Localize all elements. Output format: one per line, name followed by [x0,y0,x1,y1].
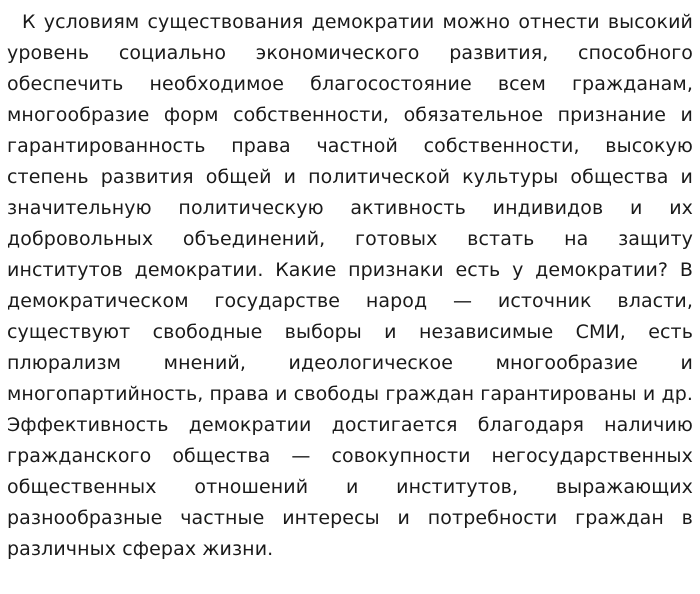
document-page [7,7,693,565]
body-paragraph: К условиям существования демократии можно отнести высокий уровень социально экономического развития, способного обеспечить необходимое благосостояние всем гражданам, многообразие форм собственности, обязательное признание и гарантированность права частной собственности, высокую степень развития общей и политической культуры общества и значительную политическую активность индивидов и их добровольных объединений, готовых встать на защиту институтов демократии. Какие признаки есть у демократии? В демократическом государстве народ — источник власти, существуют свободные выборы и независимые СМИ, есть плюрализм мнений, идеологическое многообразие и многопартийность, права и свободы граждан гарантированы и др. Эффективность демократии достигается благодаря наличию гражданского общества — совокупности негосударственных общественных отношений и институтов, выражающих разнообразные частные интересы и потребности граждан в различных сферах жизни. [7,11,693,560]
